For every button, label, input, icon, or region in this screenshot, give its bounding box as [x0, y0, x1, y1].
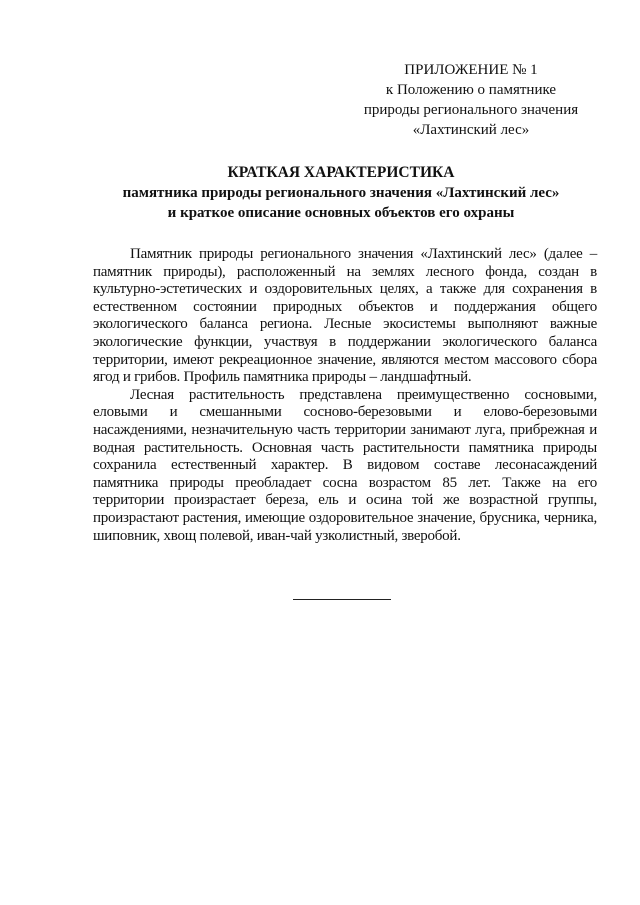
appendix-reference: к Положению о памятнике [385, 82, 557, 98]
document-title [60, 163, 622, 223]
appendix-header [340, 60, 602, 140]
appendix-object-name: «Лахтинский лес» [412, 122, 530, 138]
title-main: КРАТКАЯ ХАРАКТЕРИСТИКА [227, 164, 455, 181]
paragraph-vegetation: Лесная растительность представлена преимущественно сосновыми, еловыми и смешанными сосново-березовыми и елово-березовыми насаждениями, незначительную часть территории занимают луга, прибрежная и водная растительность. Основная часть растительности памятника природы сохранила естественный характер. В видовом составе лесонасаждений памятника природы преобладает сосна возрастом 85 лет. Также на его территории произрастает береза, ель и осина той же возрастной группы, произрастают растения, имеющие оздоровительное значение, брусника, черника, шиповник, хвощ полевой, иван-чай узколистный, зверобой. [93, 386, 597, 544]
title-subtitle-cont: и краткое описание основных объектов его охраны [167, 205, 515, 221]
document-body [93, 246, 597, 545]
paragraph-general: Памятник природы регионального значения «Лахтинский лес» (далее – памятник природы), расположенный на землях лесного фонда, создан в культурно-эстетических и оздоровительных целях, а также для сохранения в естественном состоянии природных объектов и поддержания общего экологического баланса региона. Лесные экосистемы выполняют важные экологические функции, участвуя в поддержании экологического баланса территории, имеют рекреационное значение, являются местом массового сбора ягод и грибов. Профиль памятника природы – ландшафтный. [93, 246, 597, 386]
appendix-reference-cont: природы регионального значения [363, 102, 579, 118]
title-subtitle: памятника природы регионального значения «Лахтинский лес» [122, 185, 560, 201]
appendix-number: ПРИЛОЖЕНИЕ № 1 [404, 62, 538, 78]
end-separator-line [293, 599, 391, 600]
